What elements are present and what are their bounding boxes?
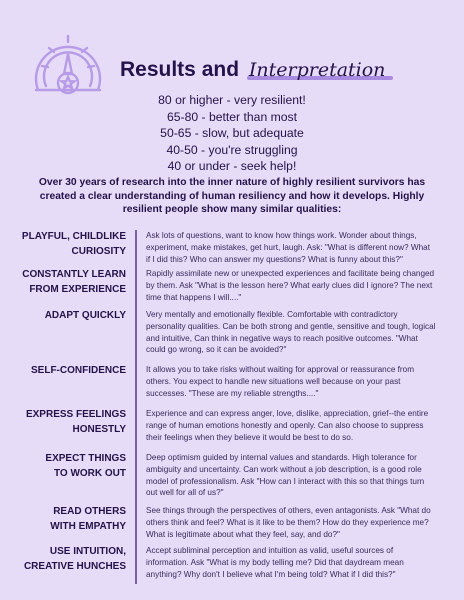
quality-label: [14, 268, 126, 297]
quality-description: Accept subliminal perception and intuition as valid, useful sources of information. Ask "What is my body telling me? Did that daydream mean anything? Why don't I believe what I'm being told? What if I did this?": [146, 546, 404, 579]
quality-label: [14, 309, 126, 324]
quality-label-line: CREATIVE HUNCHES: [23, 560, 126, 572]
score-scale: [0, 92, 464, 175]
quality-label-line: WITH EMPATHY: [50, 520, 126, 532]
quality-description: Rapidly assimilate new or unexpected experiences and facilitate being changed by them. Ask "What is the lesson here? What early clues did I ignore? The next time that happens I will....": [146, 269, 435, 302]
title-main: Results and: [120, 58, 240, 81]
quality-label: [14, 230, 126, 259]
score-line: 65-80 - better than most: [166, 109, 298, 124]
quality-label: [14, 505, 126, 534]
quality-label: [14, 364, 126, 379]
quality-label-line: READ OTHERS: [53, 506, 126, 517]
quality-label-line: ADAPT QUICKLY: [44, 310, 126, 321]
quality-description: It allows you to take risks without waiting for approval or reassurance from others. You expect to handle new situations well because on your past successes. "These are my reliable strengths....": [146, 365, 415, 398]
quality-label-line: SELF-CONFIDENCE: [31, 365, 126, 376]
quality-description: Experience and can express anger, love, dislike, appreciation, grief--the entire range of human emotions honestly and openly. Can also choose to suppress their feelings when they believe it would be best to do so.: [146, 409, 429, 442]
quality-label-line: HONESTLY: [72, 423, 126, 435]
quality-description: Ask lots of questions, want to know how things work. Wonder about things, experiment, make mistakes, get hurt, laugh. Ask: "What is different now? What if I did this? Who can answer my questions? What is funny about this?": [146, 231, 430, 264]
quality-label-line: USE INTUITION,: [49, 546, 126, 557]
title-script: Interpretation: [248, 59, 386, 81]
quality-label: [14, 545, 126, 574]
quality-label-line: CURIOSITY: [71, 245, 126, 257]
page-title: [120, 58, 385, 82]
quality-label-line: TO WORK OUT: [53, 467, 126, 479]
score-line: 40 or under - seek help!: [167, 159, 297, 173]
quality-description: See things through the perspectives of others, even antagonists. Ask "What do others think and feel? What is it like to be them? How do they experience me? What is legitimate about what they feel, say, and do?": [146, 506, 431, 539]
intro-paragraph: Over 30 years of research into the inner nature of highly resilient survivors has created a clear understanding of human resiliency and how it develops. Highly resilient people show many similar qualities:: [38, 177, 426, 216]
quality-label: [14, 408, 126, 437]
quality-label-line: EXPECT THINGS: [45, 453, 126, 464]
score-line: 80 or higher - very resilient!: [158, 93, 306, 107]
quality-description: Deep optimism guided by internal values and standards. High tolerance for ambiguity and uncertainty. Can work without a job description, is a good role model of professionalism. Ask "How can I interact with this so that things turn out well for all of us?": [146, 453, 425, 498]
score-line: 40-50 - you're struggling: [166, 142, 298, 157]
quality-label: [14, 452, 126, 481]
divider-line: [135, 230, 137, 584]
quality-label-line: EXPRESS FEELINGS: [25, 409, 126, 420]
quality-description: Very mentally and emotionally flexible. Comfortable with contradictory personality qualities. Can be both strong and gentle, sensitive and tough, logical and intuitive, Can think in negative ways to reach positive outcomes. "What could go wrong, so it can be avoided?": [146, 310, 436, 355]
quality-label-line: FROM EXPERIENCE: [29, 283, 126, 295]
score-line: 50-65 - slow, but adequate: [160, 126, 304, 140]
quality-label-line: CONSTANTLY LEARN: [22, 269, 126, 280]
quality-label-line: PLAYFUL, CHILDLIKE: [21, 231, 126, 242]
